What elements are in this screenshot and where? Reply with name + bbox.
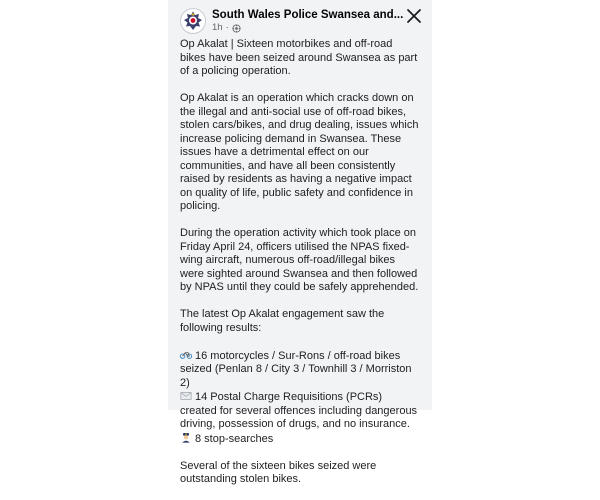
- police-officer-icon: [180, 432, 192, 443]
- bicycle-icon: [180, 349, 192, 360]
- post-meta: [212, 22, 241, 34]
- post-time[interactable]: 1h: [212, 22, 223, 33]
- post-paragraph: The latest Op Akalat engagement saw the following results:: [180, 308, 385, 334]
- result-text: 14 Postal Charge Requisitions (PCRs) created for several offences including dangerous driving, possession of drugs, and no insurance.: [180, 391, 418, 430]
- police-badge-icon: [181, 9, 205, 33]
- post-text: [180, 38, 420, 500]
- results-list: [180, 349, 420, 447]
- facebook-post: [168, 0, 432, 485]
- globe-icon: [232, 24, 241, 33]
- result-item: [180, 349, 420, 391]
- envelope-icon: [180, 390, 192, 401]
- close-button[interactable]: [404, 6, 424, 26]
- result-text: 16 motorcycles / Sur-Rons / off-road bikes seized (Penlan 8 / City 3 / Townhill 3 / Morriston 2): [180, 349, 412, 389]
- page-avatar[interactable]: [180, 8, 206, 34]
- post-paragraph: Op Akalat | Sixteen motorbikes and off-road bikes have been seized around Swansea as part of a policing operation.: [180, 38, 418, 77]
- post-paragraph: During the operation activity which took place on Friday April 24, officers utilised the NPAS fixed-wing aircraft, numerous off-road/illegal bikes were sighted around Swansea and then followed by NPAS until they could be safely apprehended.: [180, 227, 419, 293]
- result-item: [180, 390, 420, 432]
- result-text: 8 stop-searches: [195, 432, 274, 445]
- post-header: [168, 0, 432, 34]
- meta-separator: ·: [225, 22, 229, 33]
- close-icon: [404, 6, 424, 26]
- page-name[interactable]: South Wales Police Swansea and...: [212, 9, 404, 21]
- post-paragraph: Op Akalat is an operation which cracks down on the illegal and anti-social use of off-road bikes, stolen cars/bikes, and drug dealing, issues which increase policing demand in Swansea. These issues have a detrimental effect on our communities, and have all been consistently raised by residents as having a negative impact on quality of life, public safety and confidence in policing.: [180, 92, 419, 212]
- result-item: [180, 432, 420, 447]
- post-paragraph: Several of the sixteen bikes seized were outstanding stolen bikes.: [180, 459, 377, 485]
